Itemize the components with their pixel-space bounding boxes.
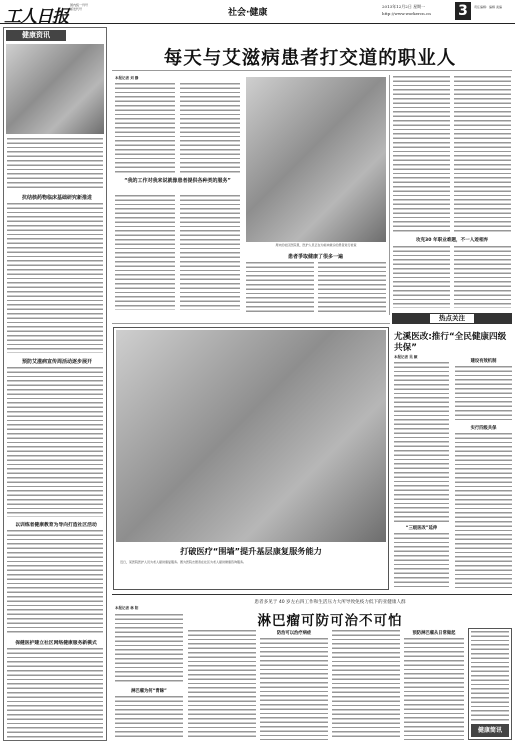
- bottom-body-col-2: [188, 630, 256, 740]
- site-url: http://www.workercn.cn: [382, 11, 431, 16]
- sidebar-body-text: [7, 367, 103, 517]
- main-body-col-1b: [115, 195, 175, 310]
- main-byline: 本报记者 刘 静: [115, 76, 139, 80]
- newspaper-logo: 工人日报: [4, 7, 68, 27]
- main-photo-caption: 周末的社区医院里，医护人员正在为前来就诊的患者进行检查: [275, 243, 357, 247]
- main-headline: 每天与艾滋病患者打交道的职业人: [163, 48, 457, 69]
- bottom-kicker: 患者多见于 40 岁左右四工作和生活压力大所导致免疫力低下的亚健康人群: [254, 600, 406, 605]
- right-body-col-g: [455, 433, 512, 588]
- divider: [389, 75, 390, 315]
- main-body-col-2: [180, 83, 240, 175]
- bottom-body-col-1b: [115, 696, 183, 740]
- right-body-col-e: [394, 362, 449, 522]
- main-subhead: 患者爭取健康了很多一遍: [287, 254, 343, 260]
- right-subhead-2: 建设有效机制: [470, 359, 497, 364]
- right-body-col-a: [393, 76, 450, 234]
- divider: [112, 70, 512, 71]
- masthead-tagline: [70, 3, 110, 11]
- sidebar-body-text: [7, 138, 103, 190]
- sidebar-headline: 预防艾滋病宣传周活动逐步展开: [21, 359, 92, 365]
- feature-box: [113, 327, 389, 590]
- main-body-col-2b: [180, 195, 240, 310]
- bottom-subhead: 预防淋巴瘤从日常做起: [412, 631, 456, 636]
- bottom-subhead: 淋巴瘤为何“青睐”: [131, 689, 167, 694]
- sidebar-headline: 抗结核药物临床基础研究新推进: [21, 195, 92, 201]
- right-body-col-d: [454, 246, 511, 308]
- bottom-body-col-1: [115, 614, 183, 684]
- bottom-body-col-5: [404, 638, 464, 740]
- feature-photo-caption: 近日，某医院医护人员为老人提供康复服务。图为医院志愿者在社区为老人提供健康咨询服务。: [120, 560, 247, 564]
- bottom-info-tag: 健康简讯: [471, 724, 509, 737]
- sidebar-headline: 保健医护建立社区网络健康服务新模式: [15, 641, 97, 646]
- divider: [112, 323, 390, 324]
- sidebar: [3, 27, 107, 741]
- hot-topic-label: 热点关注: [430, 314, 474, 323]
- sidebar-headline: 以训练者健康教育为导向打造社区活动: [15, 523, 97, 528]
- date-line: 2013年12月2日 星期一: [382, 4, 426, 9]
- tagline-line: 邮发代号: [70, 7, 83, 11]
- feature-photo-headline: 打破医疗“围墙”提升基层康复服务能力: [180, 546, 322, 556]
- page-number-badge: 3: [455, 2, 471, 20]
- right-body-col-b: [454, 76, 511, 234]
- bottom-body-col-3: [260, 638, 328, 740]
- sidebar-body-text: [7, 648, 103, 738]
- right-subhead-2: 实行四级共保: [470, 426, 497, 431]
- right-info: 责任编辑：编辑 美编: [474, 5, 502, 9]
- right-headline-2: 尤溪医改:推行“全民健康四级共保”: [394, 332, 507, 353]
- right-body-col-e2: [394, 533, 449, 588]
- masthead: [0, 0, 515, 27]
- sidebar-header: 健康资讯: [6, 30, 66, 41]
- divider: [112, 594, 512, 595]
- tagline-line: 国内统一刊号: [70, 3, 89, 7]
- sidebar-photo: [6, 44, 104, 134]
- sidebar-body-text: [7, 203, 103, 353]
- main-body-col-3: [246, 262, 314, 312]
- bottom-subhead: 防治可以治疗病症: [276, 631, 312, 636]
- bottom-info-box: [468, 628, 512, 740]
- sidebar-body-text: [7, 530, 103, 635]
- bottom-info-lines: [471, 631, 509, 721]
- right-body-col-f: [455, 366, 512, 421]
- main-body-col-1: [115, 83, 175, 175]
- right-subhead: 攻克30 年职业难题，不一人迹相弃: [415, 238, 489, 243]
- bottom-headline: 淋巴瘤可防可治不可怕: [257, 613, 403, 629]
- feature-photo: [116, 330, 386, 542]
- right-subhead-2: “三级医改”延伸: [405, 526, 438, 531]
- main-photo: [246, 77, 386, 242]
- bottom-byline: 本报记者 林 阳: [115, 606, 139, 610]
- right-body-col-c: [393, 246, 450, 308]
- main-subhead: “我的工作对我来说就像患者提供各种类的服务”: [124, 178, 231, 184]
- right-byline-2: 本报记者 吴 颖: [394, 355, 418, 359]
- section-title: 社会·健康: [228, 8, 268, 18]
- bottom-body-col-4: [332, 630, 400, 740]
- main-body-col-4: [318, 262, 386, 312]
